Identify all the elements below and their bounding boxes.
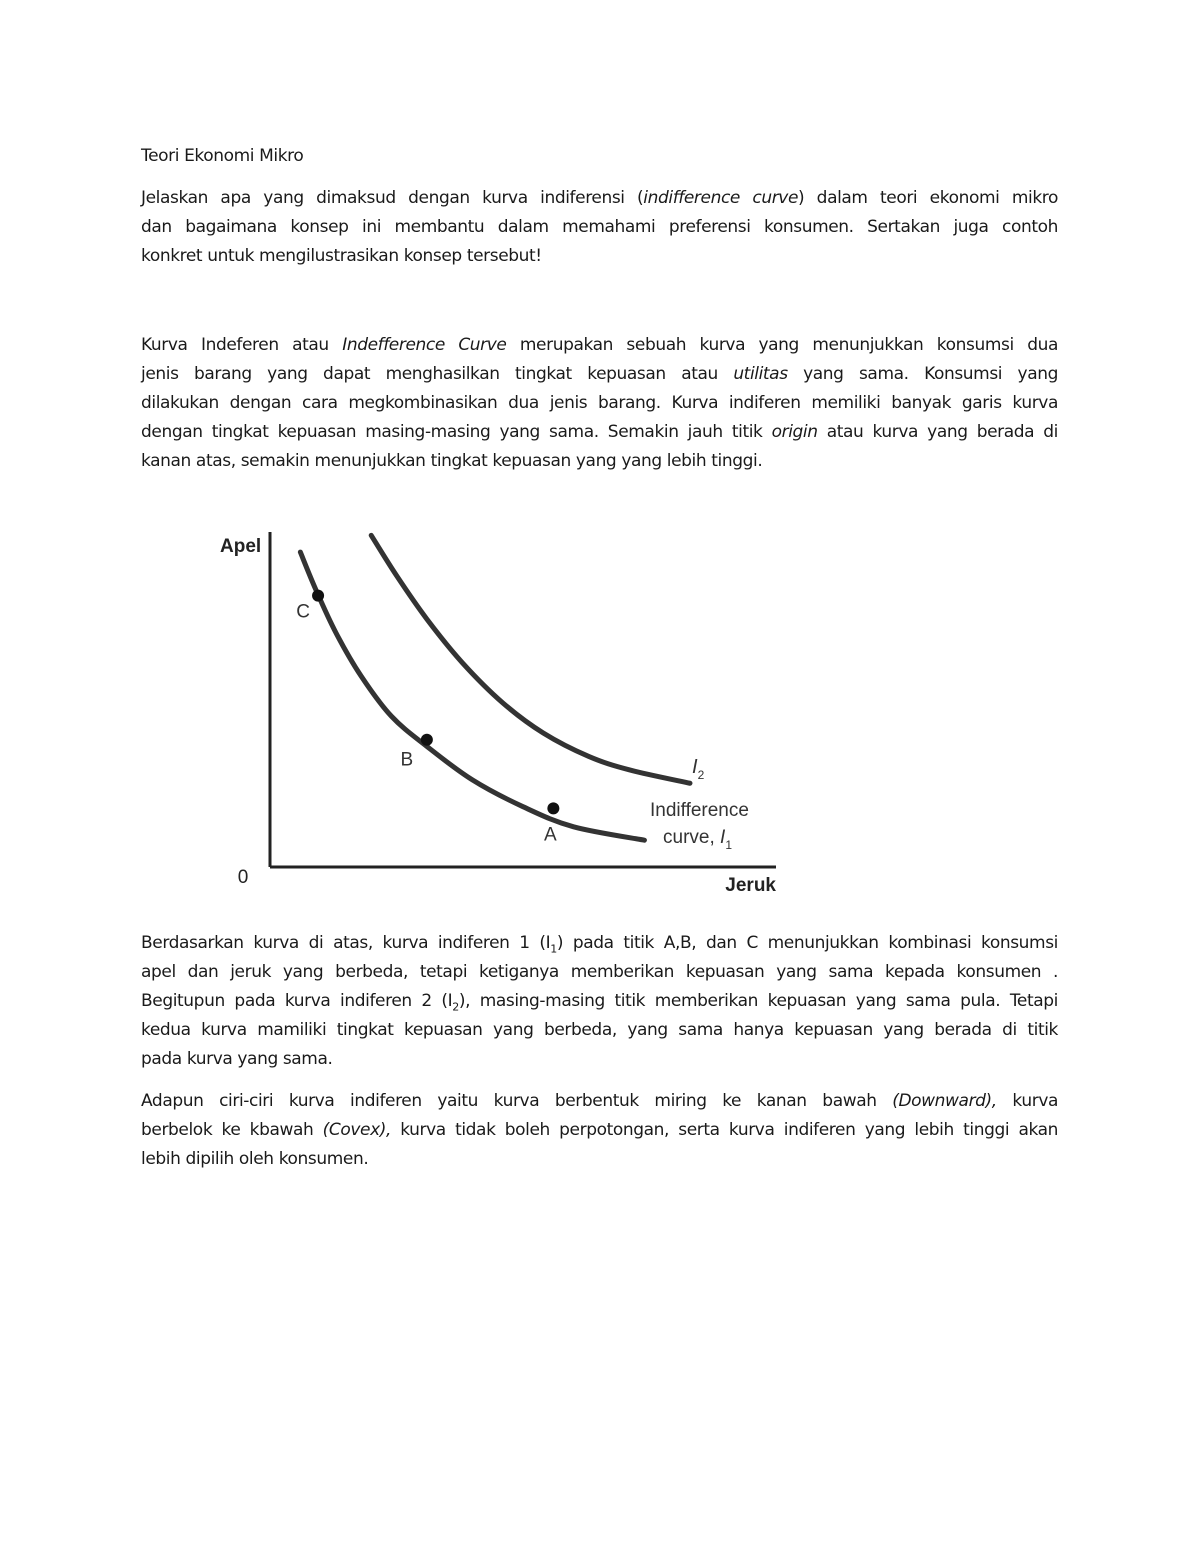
- y-axis-label: Apel: [220, 536, 262, 557]
- answer2-line-1: Berdasarkan kurva di atas, kurva indiferen 1 $(I_1)$ pada titik A,B, dan C menunjukkan kombinasi konsumsi: [141, 933, 1058, 956]
- answer3-line-1: Adapun ciri-ciri kurva indiferen yaitu kurva berbentuk miring ke kanan bawah (Downward), kurva: [141, 1091, 1058, 1111]
- answer2-line-2: apel dan jeruk yang berbeda, tetapi ketiganya memberikan kepuasan yang sama kepada konsumen .: [141, 962, 1058, 982]
- question-line-3: konkret untuk mengilustrasikan konsep tersebut!: [141, 246, 542, 266]
- document-title: [141, 142, 1058, 171]
- curve-i2: [371, 535, 690, 783]
- point-c: [312, 590, 324, 602]
- answer-paragraph-2: [141, 929, 1058, 1074]
- answer3-line-3: lebih dipilih oleh konsumen.: [141, 1149, 369, 1169]
- answer-paragraph-1: [141, 331, 1058, 476]
- answer2-line-5: pada kurva yang sama.: [141, 1049, 333, 1069]
- point-label-a: A: [544, 824, 557, 846]
- answer3-line-2: berbelok ke kbawah (Covex), kurva tidak boleh perpotongan, serta kurva indiferen yang lebih tinggi akan: [141, 1120, 1058, 1140]
- answer-paragraph-3: [141, 1087, 1058, 1174]
- indifference-curve-chart: [210, 510, 800, 905]
- x-axis-label: Jeruk: [725, 875, 776, 896]
- answer2-line-3: Begitupun pada kurva indiferen 2 $(I_2)$, masing-masing titik memberikan kepuasan yang sama pula. Tetapi: [141, 991, 1058, 1014]
- origin-label: 0: [237, 867, 249, 888]
- question-paragraph: [141, 184, 1058, 271]
- i1-label-line-2: curve, $I_1$: [663, 827, 732, 852]
- answer1-line-4: dengan tingkat kepuasan masing-masing yang sama. Semakin jauh titik origin atau kurva yang berada di: [141, 422, 1058, 442]
- answer1-line-2: jenis barang yang dapat menghasilkan tingkat kepuasan atau utilitas yang sama. Konsumsi yang: [141, 364, 1058, 384]
- curve-i1: [300, 552, 644, 840]
- answer2-line-4: kedua kurva mamiliki tingkat kepuasan yang berbeda, yang sama hanya kepuasan yang berada di titik: [141, 1020, 1058, 1040]
- title-text: Teori Ekonomi Mikro: [141, 146, 304, 166]
- i1-label-line-1: Indifference: [650, 800, 749, 821]
- question-line-1: Jelaskan apa yang dimaksud dengan kurva indiferensi (indifference curve) dalam teori ekonomi mikro: [141, 188, 1059, 208]
- point-a: [547, 802, 559, 814]
- answer1-line-5: kanan atas, semakin menunjukkan tingkat kepuasan yang yang lebih tinggi.: [141, 451, 763, 471]
- i2-label: $I_2$: [692, 756, 705, 782]
- answer1-line-1: Kurva Indeferen atau Indefference Curve merupakan sebuah kurva yang menunjukkan konsumsi dua: [141, 335, 1058, 355]
- answer1-line-3: dilakukan dengan cara megkombinasikan dua jenis barang. Kurva indiferen memiliki banyak garis kurva: [141, 393, 1058, 413]
- point-b: [421, 734, 433, 746]
- question-line-2: dan bagaimana konsep ini membantu dalam memahami preferensi konsumen. Sertakan juga contoh: [141, 217, 1058, 237]
- point-label-c: C: [296, 601, 310, 623]
- point-label-b: B: [400, 749, 414, 771]
